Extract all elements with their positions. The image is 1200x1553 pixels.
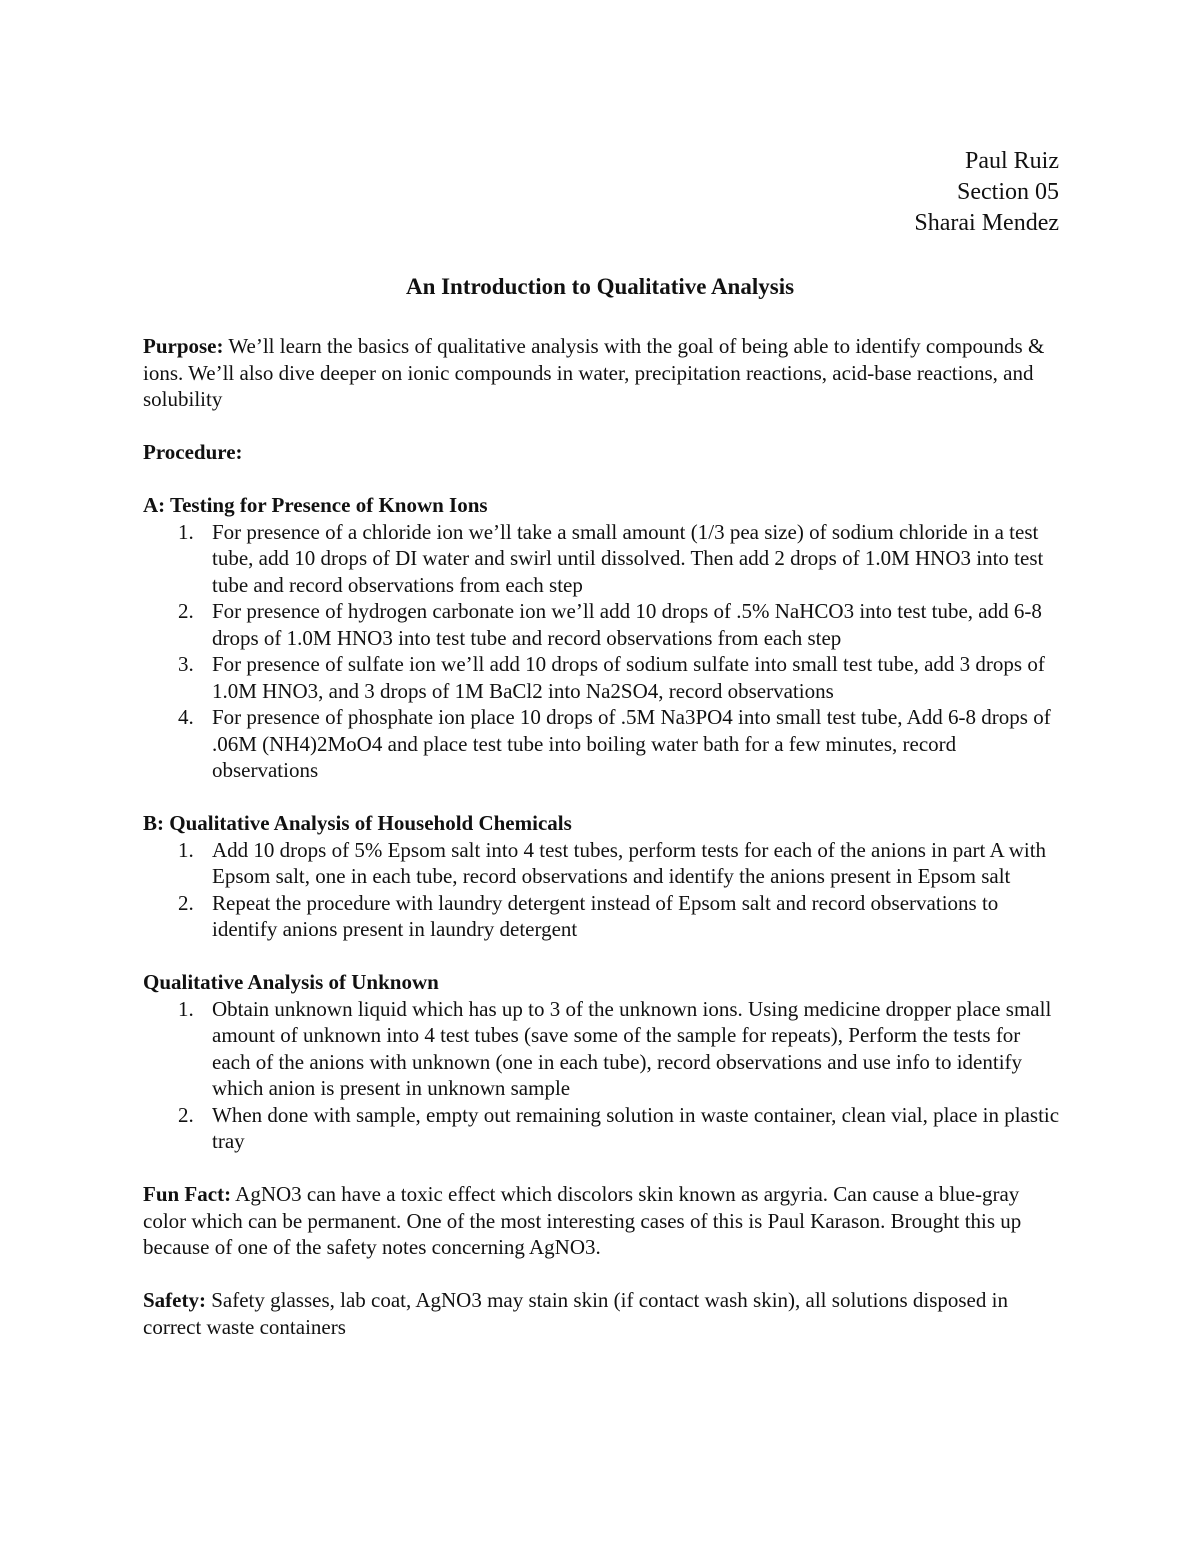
list-item: [143, 837, 1063, 890]
unknown-section-heading: Qualitative Analysis of Unknown: [143, 970, 439, 994]
list-number: 1.: [178, 996, 194, 1021]
list-number: 1.: [178, 837, 194, 862]
section-a-list: [143, 519, 1063, 784]
fun-fact-label: Fun Fact:: [143, 1182, 232, 1206]
section-number: Section 05: [957, 179, 1059, 205]
list-item: [143, 704, 1063, 784]
unknown-section-list: [143, 996, 1063, 1155]
list-item-text: For presence of sulfate ion we’ll add 10 drops of sodium sulfate into small test tube, add 3 drops of 1.0M HNO3, and 3 drops of 1M BaCl2 into Na2SO4, record observations: [212, 652, 1045, 703]
section-b-list: [143, 837, 1063, 943]
list-number: 3.: [178, 652, 194, 676]
list-item: [143, 651, 1063, 704]
purpose-label: Purpose:: [143, 334, 224, 358]
list-item-text: For presence of hydrogen carbonate ion we’ll add 10 drops of .5% NaHCO3 into test tube, add 6-8 drops of 1.0M HNO3 into test tube and record observations from each step: [212, 599, 1042, 650]
fun-fact-text: AgNO3 can have a toxic effect which discolors skin known as argyria. Can cause a blue-gray color which can be permanent. One of the most interesting cases of this is Paul Karason. Brought this up because of one of the safety notes concerning AgNO3.: [143, 1182, 1022, 1259]
purpose-text: We’ll learn the basics of qualitative analysis with the goal of being able to identify compounds & ions. We’ll also dive deeper on ionic compounds in water, precipitation reactions, acid-base reactions, and solubility: [143, 334, 1045, 411]
list-item-text: Add 10 drops of 5% Epsom salt into 4 test tubes, perform tests for each of the anions in part A with Epsom salt, one in each tube, record observations and identify the anions present in Epsom salt: [212, 837, 1047, 888]
section-a-heading: A: Testing for Presence of Known Ions: [143, 493, 488, 517]
list-number: 4.: [178, 705, 194, 729]
purpose-paragraph: [143, 333, 1063, 413]
safety-paragraph: [143, 1287, 1063, 1340]
list-item: [143, 890, 1063, 943]
document-title: An Introduction to Qualitative Analysis: [405, 274, 795, 299]
list-item: [143, 598, 1063, 651]
fun-fact-paragraph: [143, 1181, 1063, 1261]
list-item: [143, 1102, 1063, 1155]
author-header: [914, 146, 1059, 239]
document-body: [143, 333, 1063, 1340]
partner-name: Sharai Mendez: [914, 210, 1059, 236]
list-item-text: Obtain unknown liquid which has up to 3 of the unknown ions. Using medicine dropper place small amount of unknown into 4 test tubes (save some of the sample for repeats), Perform the tests for each of the anions with unknown (one in each tube), record observations and use info to identify which anion is present in unknown sample: [212, 996, 1052, 1100]
list-number: 1.: [178, 519, 194, 544]
list-item-text: For presence of phosphate ion place 10 drops of .5M Na3PO4 into small test tube, Add 6-8 drops of .06M (NH4)2MoO4 and place test tube into boiling water bath for a few minutes, record observations: [212, 705, 1051, 782]
safety-label: Safety:: [143, 1288, 206, 1312]
list-number: 2.: [178, 890, 194, 915]
author-name: Paul Ruiz: [965, 148, 1059, 174]
list-item-text: When done with sample, empty out remaining solution in waste container, clean vial, place in plastic tray: [212, 1102, 1060, 1153]
list-item-text: Repeat the procedure with laundry detergent instead of Epsom salt and record observations to identify anions present in laundry detergent: [212, 890, 999, 941]
section-b-heading: B: Qualitative Analysis of Household Chemicals: [143, 811, 572, 835]
safety-text: Safety glasses, lab coat, AgNO3 may stain skin (if contact wash skin), all solutions disposed in correct waste containers: [143, 1288, 1008, 1339]
procedure-label: Procedure:: [143, 440, 243, 464]
list-number: 2.: [178, 1102, 194, 1127]
list-item-text: For presence of a chloride ion we’ll take a small amount (1/3 pea size) of sodium chloride in a test tube, add 10 drops of DI water and swirl until dissolved. Then add 2 drops of 1.0M HNO3 into test tube and record observations from each step: [212, 519, 1044, 597]
list-item: [143, 996, 1063, 1102]
list-item: [143, 519, 1063, 599]
list-number: 2.: [178, 599, 194, 623]
